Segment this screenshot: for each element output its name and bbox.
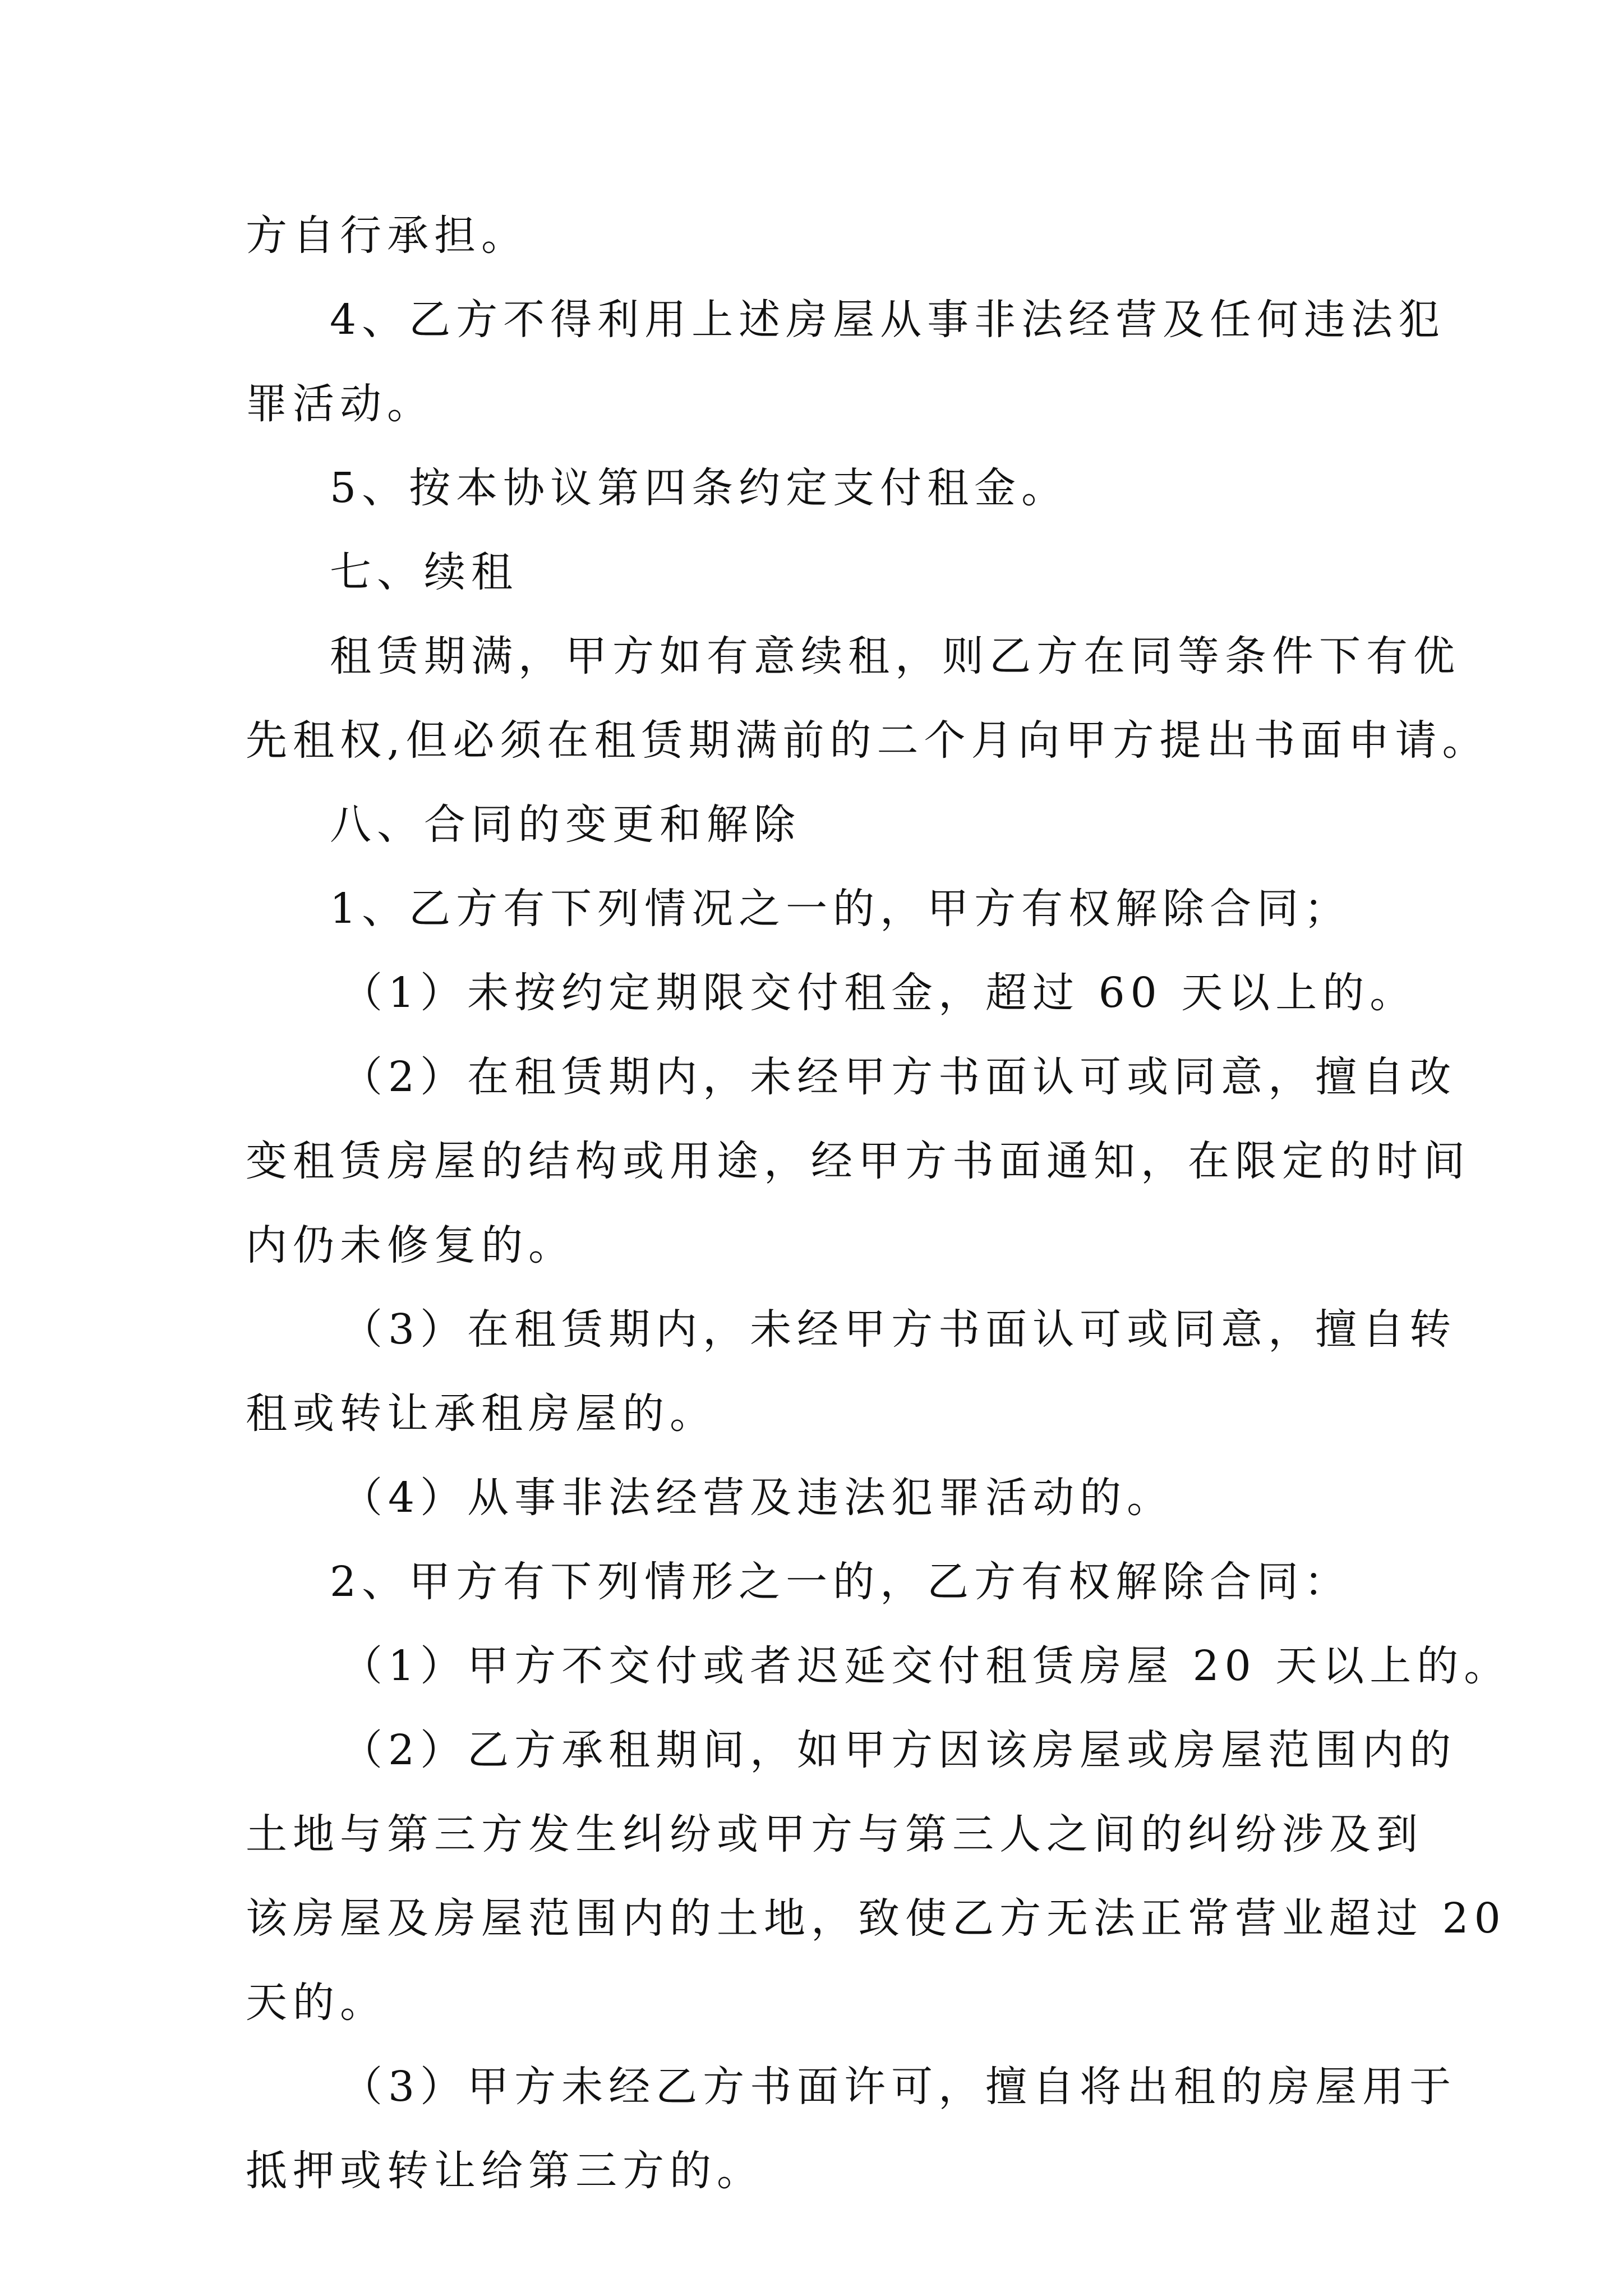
text-line: 抵押或转让给第三方的。 [246,2147,764,2195]
text-line: 该房屋及房屋范围内的土地，致使乙方无法正常营业超过 20 [246,1894,1506,1943]
text-line: 5、按本协议第四条约定支付租金。 [330,464,1069,512]
text-line: （3）甲方未经乙方书面许可，擅自将出租的房屋用于 [341,2063,1457,2111]
text-line: 4、乙方不得利用上述房屋从事非法经营及任何违法犯 [330,296,1446,344]
section-heading: 八、合同的变更和解除 [330,800,801,849]
text-line: （2）乙方承租期间，如甲方因该房屋或房屋范围内的 [341,1726,1457,1774]
text-line: 罪活动。 [246,380,434,428]
text-line: 2、甲方有下列情形之一的，乙方有权解除合同： [330,1558,1352,1606]
text-line: 1、乙方有下列情况之一的，甲方有权解除合同； [330,885,1352,933]
text-line: 土地与第三方发生纠纷或甲方与第三人之间的纠纷涉及到 [246,1810,1423,1858]
text-line: （1）未按约定期限交付租金，超过 60 天以上的。 [341,969,1417,1017]
section-heading: 七、续租 [330,548,518,596]
text-line: 租或转让承租房屋的。 [246,1389,717,1438]
text-line: 天的。 [246,1978,387,2027]
text-line: （3）在租赁期内，未经甲方书面认可或同意，擅自转 [341,1305,1457,1354]
text-line: 租赁期满，甲方如有意续租，则乙方在同等条件下有优 [330,632,1460,680]
text-line: 方自行承担。 [246,211,528,260]
text-line: （4）从事非法经营及违法犯罪活动的。 [341,1474,1174,1522]
text-line: （2）在租赁期内，未经甲方书面认可或同意，擅自改 [341,1053,1457,1101]
text-line: （1）甲方不交付或者迟延交付租赁房屋 20 天以上的。 [341,1642,1511,1690]
document-body [246,194,1511,2213]
text-line: 内仍未修复的。 [246,1221,575,1269]
text-line: 先租权,但必须在租赁期满前的二个月向甲方提出书面申请。 [246,716,1490,765]
text-line: 变租赁房屋的结构或用途，经甲方书面通知，在限定的时间 [246,1137,1470,1185]
